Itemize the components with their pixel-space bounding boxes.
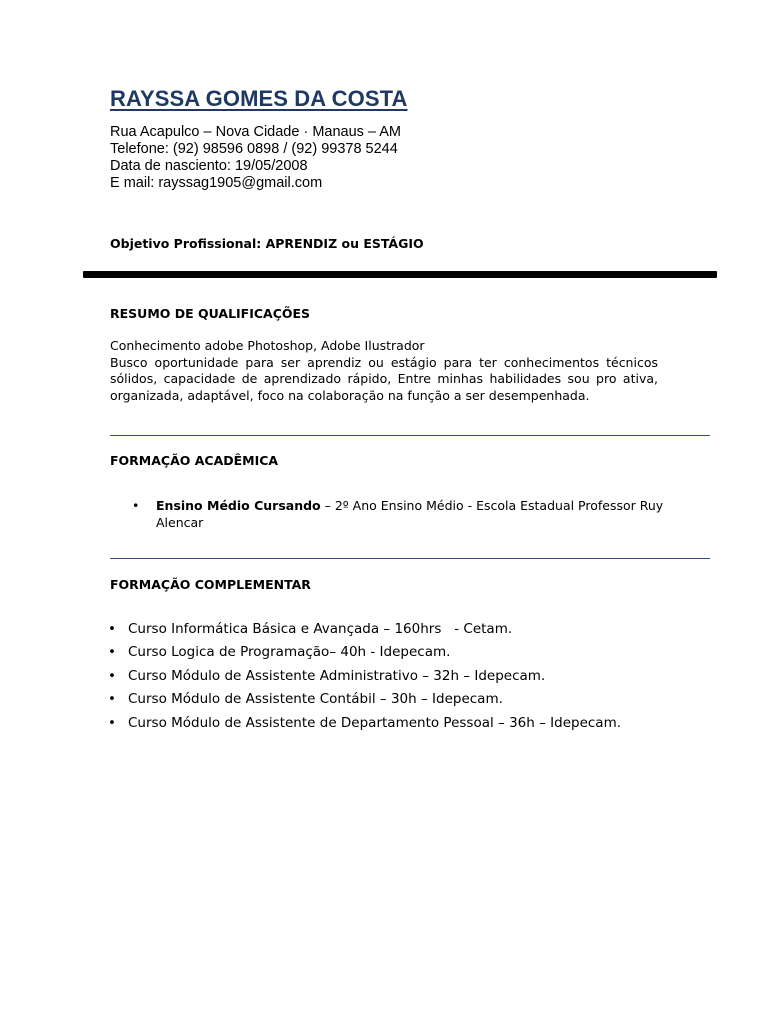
bullet: • bbox=[108, 667, 116, 684]
bullet: • bbox=[108, 714, 116, 731]
course-text: Curso Módulo de Assistente Contábil – 30h – Idepecam. bbox=[128, 691, 503, 708]
qualifications-summary bbox=[110, 338, 658, 404]
skills-line: Conhecimento adobe Photoshop, Adobe Ilustrador bbox=[110, 338, 425, 353]
list-item bbox=[108, 665, 621, 688]
phone-line: Telefone: (92) 98596 0898 / (92) 99378 5244 bbox=[110, 141, 398, 157]
bullet: • bbox=[132, 498, 140, 513]
email-line: E mail: rayssag1905@gmail.com bbox=[110, 175, 323, 191]
bullet: • bbox=[108, 644, 116, 661]
academic-item-detail: – 2º Ano Ensino Médio - Escola Estadual Professor Ruy Alencar bbox=[156, 498, 664, 530]
address-line: Rua Acapulco – Nova Cidade · Manaus – AM bbox=[110, 124, 401, 140]
course-text: Curso Logica de Programação– 40h - Idepecam. bbox=[128, 644, 451, 661]
header-divider bbox=[83, 271, 717, 278]
courses-list bbox=[108, 618, 621, 735]
complementary-title: FORMAÇÃO COMPLEMENTAR bbox=[110, 577, 311, 592]
summary-paragraph: Busco oportunidade para ser aprendiz ou estágio para ter conhecimentos técnicos sólidos, capacidade de aprendizado rápido, Entre minhas habilidades sou pro ativa, organizada, adaptável, foco na colaboração na função a ser desempenhada. bbox=[110, 354, 658, 403]
birth-date-line: Data de nasciento: 19/05/2008 bbox=[110, 158, 308, 174]
academic-title: FORMAÇÃO ACADÊMICA bbox=[110, 453, 279, 468]
list-item bbox=[108, 712, 621, 735]
list-item bbox=[108, 688, 621, 711]
section-divider bbox=[110, 435, 710, 436]
academic-item-title: Ensino Médio Cursando bbox=[156, 498, 321, 513]
contact-block bbox=[110, 124, 401, 192]
qualifications-title: RESUMO DE QUALIFICAÇÕES bbox=[110, 306, 311, 321]
course-text: Curso Módulo de Assistente Administrativo – 32h – Idepecam. bbox=[128, 667, 546, 684]
candidate-name: RAYSSA GOMES DA COSTA bbox=[110, 86, 408, 111]
list-item bbox=[108, 618, 621, 641]
list-item bbox=[108, 641, 621, 664]
course-text: Curso Módulo de Assistente de Departamento Pessoal – 36h – Idepecam. bbox=[128, 714, 622, 731]
professional-objective: Objetivo Profissional: APRENDIZ ou ESTÁGIO bbox=[110, 236, 424, 251]
section-divider bbox=[110, 558, 710, 559]
bullet: • bbox=[108, 691, 116, 708]
bullet: • bbox=[108, 621, 116, 637]
course-text: Curso Informática Básica e Avançada – 160hrs - Cetam. bbox=[128, 621, 513, 637]
academic-item bbox=[110, 498, 670, 531]
